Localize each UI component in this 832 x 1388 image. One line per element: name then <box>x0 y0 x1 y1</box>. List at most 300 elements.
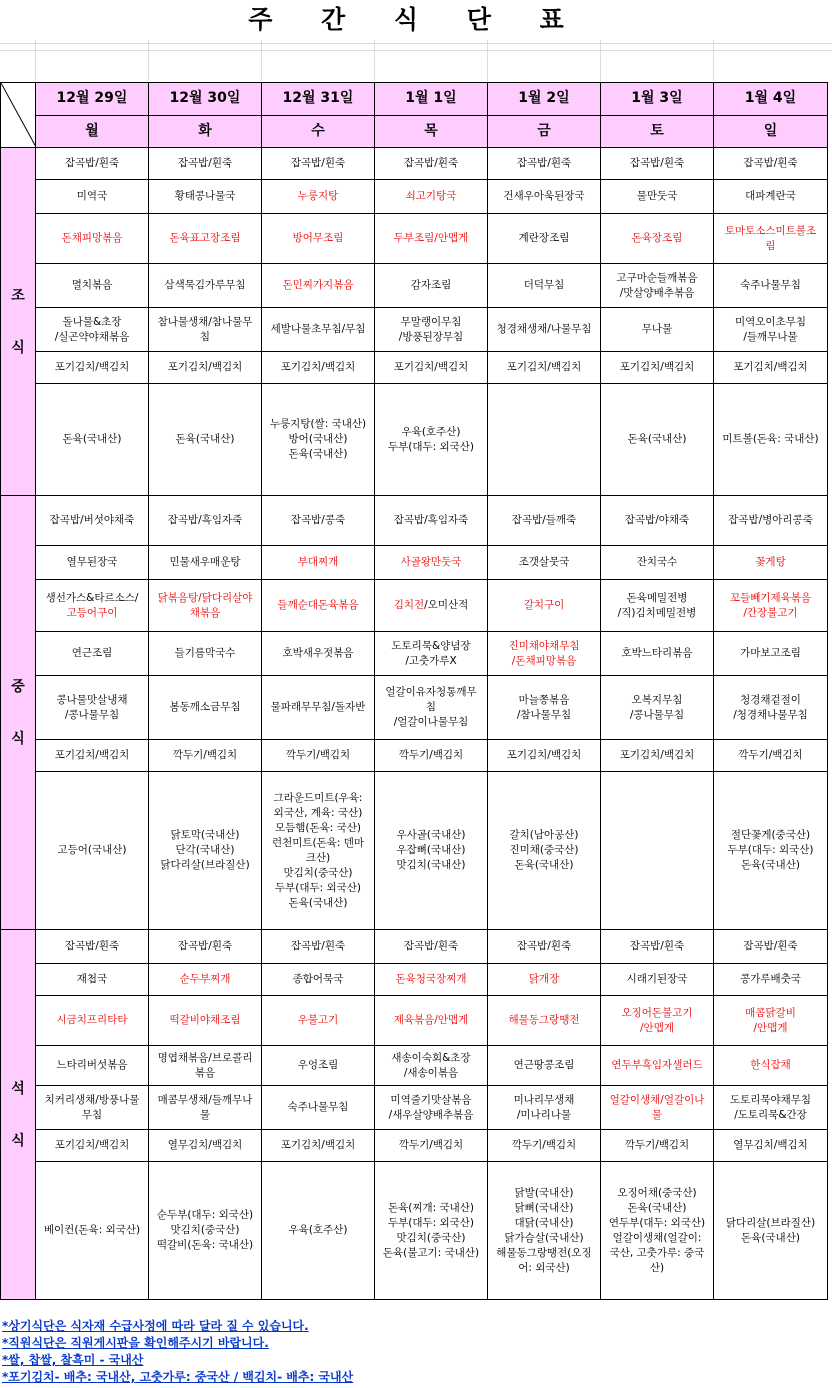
menu-item-text: 오징어돈불고기 /안맵게 <box>621 1006 693 1034</box>
menu-cell <box>488 1046 601 1086</box>
menu-item-text: 우육(호주산) <box>288 1224 348 1236</box>
menu-cell <box>601 180 714 214</box>
menu-cell <box>488 148 601 180</box>
menu-item-text: 방어무조림 <box>292 232 344 244</box>
menu-item-text: 꽃게탕 <box>755 556 786 568</box>
menu-item-text: 들기름막국수 <box>174 647 236 659</box>
menu-item-text: 순두부찌개 <box>179 973 231 985</box>
menu-cell <box>714 632 828 676</box>
meal-label: 석 식 <box>1 930 36 1300</box>
menu-item-text: 고등어(국내산) <box>57 844 127 856</box>
menu-item-text: 포기김치/백김치 <box>54 361 130 373</box>
menu-cell <box>601 1086 714 1130</box>
menu-item-text: 돈육표고장조림 <box>169 232 241 244</box>
menu-cell <box>36 264 149 308</box>
menu-row <box>1 352 828 384</box>
menu-cell <box>375 352 488 384</box>
menu-item-text: 시래기된장국 <box>626 973 688 985</box>
menu-cell <box>601 964 714 996</box>
menu-cell <box>601 1046 714 1086</box>
menu-cell <box>36 308 149 352</box>
date-header: 12월 30일 <box>149 83 262 116</box>
menu-cell <box>714 1162 828 1300</box>
menu-cell <box>262 264 375 308</box>
menu-cell <box>488 1162 601 1300</box>
menu-item-text: 얼갈이생채/얼갈이나 물 <box>609 1093 705 1121</box>
menu-cell <box>375 496 488 546</box>
menu-cell <box>149 214 262 264</box>
meal-label: 중 식 <box>1 496 36 930</box>
menu-cell <box>262 1130 375 1162</box>
menu-cell <box>375 1046 488 1086</box>
menu-cell <box>714 1130 828 1162</box>
menu-cell <box>714 352 828 384</box>
menu-item-text: 두부조림/안맵게 <box>393 232 469 244</box>
menu-cell <box>488 964 601 996</box>
menu-item-text: 민물새우매운탕 <box>169 556 241 568</box>
menu-cell <box>488 352 601 384</box>
menu-cell <box>375 308 488 352</box>
menu-item-text: 세발나물초무침/무침 <box>270 323 366 335</box>
menu-item-text: 잔치국수 <box>636 556 678 568</box>
menu-item-text: 잡곡밥/흰죽 <box>743 940 798 952</box>
menu-item-text: 잡곡밥/흰죽 <box>177 157 233 169</box>
menu-item-text: 연근조림 <box>71 647 113 659</box>
menu-cell <box>601 1162 714 1300</box>
menu-item-text: 절단꽃게(중국산) 두부(대두: 외국산) 돈육(국내산) <box>727 829 814 871</box>
menu-item-text: 멸치볶음 <box>71 279 113 291</box>
menu-item-text: 미나리무생채 /미나리나물 <box>513 1093 575 1121</box>
menu-row <box>1 264 828 308</box>
menu-cell <box>601 308 714 352</box>
menu-item-text: 깍두기/백김치 <box>172 749 238 761</box>
menu-item-text: 미역국 <box>76 190 108 202</box>
menu-item-text: 건새우아욱된장국 <box>503 190 585 202</box>
menu-cell <box>375 930 488 964</box>
menu-cell <box>149 546 262 580</box>
menu-item-text: 사골왕만둣국 <box>400 556 462 568</box>
menu-item-text: 잡곡밥/흰죽 <box>516 940 572 952</box>
menu-item-text: 돈육(국내산) <box>627 433 687 445</box>
menu-cell <box>601 384 714 496</box>
meal-label: 조 식 <box>1 148 36 496</box>
menu-item-text: 베이컨(돈육: 외국산) <box>43 1224 141 1236</box>
menu-item-text: 잡곡밥/흰죽 <box>64 940 120 952</box>
menu-item-text: 돈육(찌개: 국내산) 두부(대두: 외국산) 맛김치(중국산) 돈육(불고기: 국내산) <box>382 1201 480 1259</box>
menu-cell <box>714 740 828 772</box>
menu-item-text: 생선가스&타르소스/ <box>45 591 139 604</box>
menu-cell <box>714 996 828 1046</box>
menu-item-text: 그라운드미트(우육: 외국산, 계육: 국산) 모듬햄(돈육: 국산) 런천미트(돈육: 덴마 크산) 맛김치(중국산) 두부(대두: 외국산) 돈육(국내산) <box>271 791 365 909</box>
menu-item-text: 종합어묵국 <box>292 973 344 985</box>
menu-cell <box>601 632 714 676</box>
menu-cell <box>262 214 375 264</box>
menu-cell <box>262 496 375 546</box>
date-header: 12월 29일 <box>36 83 149 116</box>
menu-cell <box>149 264 262 308</box>
menu-item-text: 물파래무무침/돌자반 <box>270 701 366 713</box>
menu-cell <box>488 1130 601 1162</box>
menu-item-text: 돌나물&초장 /실곤약야채볶음 <box>54 315 130 343</box>
menu-item-text: 숙주나물무침 <box>740 279 801 291</box>
menu-cell <box>149 772 262 930</box>
menu-item-text: 시금치프리타타 <box>56 1014 128 1026</box>
menu-cell <box>714 1046 828 1086</box>
menu-item-text: 대파계란국 <box>745 190 796 202</box>
menu-cell <box>714 384 828 496</box>
menu-cell <box>36 676 149 740</box>
menu-item-text: 도토리묵&양념장 /고춧가루X <box>391 639 471 667</box>
menu-cell <box>601 996 714 1046</box>
menu-item-text: 연두부흑임자샐러드 <box>611 1059 703 1071</box>
menu-cell <box>375 1086 488 1130</box>
menu-cell <box>149 580 262 632</box>
weekday-header: 금 <box>488 115 601 148</box>
menu-cell <box>375 1130 488 1162</box>
menu-cell <box>262 546 375 580</box>
weekly-menu-table <box>0 82 828 1300</box>
menu-item-text: 치커리생채/방풍나물 무침 <box>44 1093 140 1121</box>
weekday-header: 수 <box>262 115 375 148</box>
menu-item-text: 잡곡밥/흑임자죽 <box>393 514 469 526</box>
menu-item-text: 닭개장 <box>528 973 560 985</box>
menu-row <box>1 772 828 930</box>
menu-item-text: 호박느타리볶음 <box>621 647 693 659</box>
menu-item-text: 열무김치/백김치 <box>733 1139 808 1151</box>
menu-cell <box>262 1162 375 1300</box>
menu-cell <box>36 580 149 632</box>
menu-row <box>1 214 828 264</box>
menu-cell <box>601 214 714 264</box>
menu-cell <box>149 632 262 676</box>
menu-cell <box>601 264 714 308</box>
menu-item-text: 조갯살뭇국 <box>518 556 570 568</box>
menu-cell <box>149 1162 262 1300</box>
menu-cell <box>714 964 828 996</box>
menu-item-text: 청경채겉절이 /청경채나물무침 <box>733 693 808 721</box>
menu-item-text: 포기김치/백김치 <box>54 1139 130 1151</box>
menu-item-text: 닭발(국내산) 닭뼈(국내산) 대닭(국내산) 닭가슴살(국내산) 해물동그랑땡전(오징 어: 외국산) <box>496 1186 592 1274</box>
menu-item-text: 호박새우젓볶음 <box>282 647 354 659</box>
menu-item-text: 느타리버섯볶음 <box>56 1059 128 1071</box>
menu-item-text: 잡곡밥/흰죽 <box>177 940 233 952</box>
menu-cell <box>375 676 488 740</box>
menu-item-text: 삼색묵김가루무침 <box>164 279 246 291</box>
menu-item-text: 오복지무침 /콩나물무침 <box>629 693 685 721</box>
menu-cell <box>36 740 149 772</box>
menu-cell <box>488 772 601 930</box>
menu-cell <box>375 264 488 308</box>
menu-cell <box>488 996 601 1046</box>
menu-item-text: 잡곡밥/흰죽 <box>629 940 685 952</box>
menu-item-text: 황태콩나물국 <box>174 190 236 202</box>
weekday-header: 월 <box>36 115 149 148</box>
menu-cell <box>601 676 714 740</box>
menu-cell <box>488 1086 601 1130</box>
menu-item-text: 포기김치/백김치 <box>506 749 582 761</box>
menu-item-text: 닭볶음탕/닭다리살야 채볶음 <box>157 591 253 619</box>
menu-item-text: 더덕무침 <box>523 279 565 291</box>
note-line: *포기김치- 배추: 국내산, 고춧가루: 중국산 / 백김치- 배추: 국내산 <box>2 1370 354 1384</box>
menu-item-text: 김치전 <box>393 599 425 611</box>
menu-cell <box>36 996 149 1046</box>
notes-section <box>2 1318 822 1386</box>
menu-item-text: 잡곡밥/흰죽 <box>403 157 459 169</box>
menu-cell <box>149 1086 262 1130</box>
menu-item-text: 토마토소스미트볼조 림 <box>724 224 817 252</box>
menu-cell <box>262 148 375 180</box>
menu-item-text: 포기김치/백김치 <box>393 361 469 373</box>
menu-item-text: 열무김치/백김치 <box>167 1139 243 1151</box>
menu-item-text: 진미채야채무침 /돈채피망볶음 <box>508 639 580 667</box>
menu-row <box>1 1046 828 1086</box>
menu-cell <box>488 496 601 546</box>
menu-item-text: 포기김치/백김치 <box>506 361 582 373</box>
note-line: *쌀, 찹쌀, 찰흑미 - 국내산 <box>2 1353 144 1367</box>
menu-cell <box>488 180 601 214</box>
menu-cell <box>375 580 488 632</box>
menu-cell <box>601 352 714 384</box>
menu-cell <box>149 148 262 180</box>
menu-row <box>1 632 828 676</box>
menu-item-text: 포기김치/백김치 <box>280 1139 356 1151</box>
menu-cell <box>262 1086 375 1130</box>
menu-cell <box>149 180 262 214</box>
menu-cell <box>601 740 714 772</box>
menu-item-text: 미역줄기맛살볶음 /새우살양배추볶음 <box>388 1093 474 1121</box>
date-header-row <box>1 83 828 116</box>
menu-cell <box>488 546 601 580</box>
menu-cell <box>262 580 375 632</box>
menu-item-text: 고등어구이 <box>66 606 118 619</box>
menu-item-text: 잡곡밥/버섯야채죽 <box>49 514 135 526</box>
menu-cell <box>149 964 262 996</box>
menu-item-text: 봄동깨소금무침 <box>169 701 241 713</box>
weekday-header-row <box>1 115 828 148</box>
menu-item-text: 깍두기/백김치 <box>738 749 803 761</box>
menu-cell <box>262 1046 375 1086</box>
menu-cell <box>262 676 375 740</box>
menu-item-text: 돈육청국장찌개 <box>395 973 467 985</box>
menu-row <box>1 740 828 772</box>
menu-item-text: 가마보고조림 <box>740 647 801 659</box>
weekday-header: 목 <box>375 115 488 148</box>
menu-item-text: 오징어채(중국산) 돈육(국내산) 연두부(대두: 외국산) 얼갈이생채(얼갈이: 국산, 고춧가루: 중국 산) <box>608 1186 706 1274</box>
menu-row <box>1 384 828 496</box>
menu-item-text: 돈육(국내산) <box>175 433 235 445</box>
date-header: 1월 2일 <box>488 83 601 116</box>
menu-cell <box>375 384 488 496</box>
date-header: 1월 4일 <box>714 83 828 116</box>
menu-item-text: 잡곡밥/콩죽 <box>290 514 346 526</box>
menu-row <box>1 180 828 214</box>
menu-cell <box>714 264 828 308</box>
menu-item-text: 우불고기 <box>297 1014 339 1026</box>
menu-item-text: 열무된장국 <box>66 556 118 568</box>
menu-item-text: 마늘쫑볶음 /참나물무침 <box>516 693 572 721</box>
menu-cell <box>36 1046 149 1086</box>
menu-row <box>1 1086 828 1130</box>
date-header: 1월 3일 <box>601 83 714 116</box>
menu-item-text: 포기김치/백김치 <box>619 749 695 761</box>
menu-cell <box>601 148 714 180</box>
menu-item-text: 부대찌개 <box>297 556 339 568</box>
menu-item-text: 매콤닭갈비 /안맵게 <box>745 1006 796 1034</box>
menu-item-text: 우사골(국내산) 우잡뼈(국내산) 맛김치(국내산) <box>396 829 466 871</box>
menu-cell <box>36 496 149 546</box>
menu-cell <box>36 1162 149 1300</box>
menu-cell <box>149 1046 262 1086</box>
menu-item-text: 청경채생채/나물무침 <box>496 323 592 335</box>
menu-row <box>1 1162 828 1300</box>
weekday-header: 토 <box>601 115 714 148</box>
menu-row <box>1 308 828 352</box>
note-line: *직원식단은 직원게시판을 확인해주시기 바랍니다. <box>2 1336 269 1350</box>
menu-item-text: 잡곡밥/흰죽 <box>290 157 346 169</box>
menu-cell <box>262 180 375 214</box>
menu-item-text: 해물동그랑땡전 <box>508 1014 580 1026</box>
menu-item-text: 얼갈이유자청통깨무 침 /얼갈이나물무침 <box>385 686 477 728</box>
menu-cell <box>714 308 828 352</box>
menu-item-text: 포기김치/백김치 <box>54 749 130 761</box>
menu-item-text: 매콤무생채/들깨무나 물 <box>157 1093 253 1121</box>
menu-item-text: 깍두기/백김치 <box>398 749 464 761</box>
menu-cell <box>36 1086 149 1130</box>
menu-cell <box>262 930 375 964</box>
menu-cell <box>262 740 375 772</box>
menu-item-text: 우육(호주산) 두부(대두: 외국산) <box>387 425 475 453</box>
menu-cell <box>488 740 601 772</box>
menu-item-text: 잡곡밥/야채죽 <box>624 514 690 526</box>
menu-cell <box>149 496 262 546</box>
date-header: 12월 31일 <box>262 83 375 116</box>
menu-cell <box>149 996 262 1046</box>
menu-cell <box>36 148 149 180</box>
menu-item-text: 깍두기/백김치 <box>398 1139 464 1151</box>
menu-item-text: 쇠고기탕국 <box>405 190 457 202</box>
menu-cell <box>149 384 262 496</box>
menu-cell <box>601 546 714 580</box>
menu-item-text: 잡곡밥/흰죽 <box>64 157 120 169</box>
menu-cell <box>488 676 601 740</box>
menu-item-text: 미역오이초무침 /들깨무나물 <box>734 315 806 343</box>
menu-item-text: 돈민찌가지볶음 <box>282 279 354 291</box>
menu-cell <box>375 546 488 580</box>
corner-diagonal <box>1 83 36 147</box>
menu-cell <box>36 546 149 580</box>
menu-item-text: 숙주나물무침 <box>287 1101 349 1113</box>
menu-row <box>1 676 828 740</box>
menu-item-text: 우엉조림 <box>297 1059 339 1071</box>
menu-item-text: 돈육(국내산) <box>62 433 122 445</box>
menu-item-text: 돈채피망볶음 <box>61 232 123 244</box>
menu-item-text: 깍두기/백김치 <box>285 749 351 761</box>
menu-cell <box>714 580 828 632</box>
menu-item-text: 잡곡밥/들깨죽 <box>511 514 577 526</box>
menu-cell <box>488 632 601 676</box>
menu-cell <box>375 996 488 1046</box>
weekday-header: 일 <box>714 115 828 148</box>
menu-item-text: 닭다리살(브라질산) 돈육(국내산) <box>725 1216 816 1244</box>
menu-item-text: 잡곡밥/흰죽 <box>743 157 798 169</box>
menu-item-text: 재첩국 <box>76 973 108 985</box>
menu-cell <box>262 308 375 352</box>
note-line: *상기식단은 식자재 수급사정에 따라 달라 질 수 있습니다. <box>2 1319 309 1333</box>
menu-item-text: 깍두기/백김치 <box>624 1139 690 1151</box>
menu-item-text: 한식잡채 <box>750 1059 791 1071</box>
menu-item-text: 포기김치/백김치 <box>167 361 243 373</box>
page-title: 주 간 식 단 표 <box>248 5 584 34</box>
menu-cell <box>601 772 714 930</box>
menu-cell <box>714 180 828 214</box>
menu-cell <box>36 964 149 996</box>
corner-cell <box>1 83 36 148</box>
menu-item-text: 미트볼(돈육: 국내산) <box>722 433 819 445</box>
menu-cell <box>149 676 262 740</box>
menu-item-text: 깍두기/백김치 <box>511 1139 577 1151</box>
menu-cell <box>36 632 149 676</box>
menu-cell <box>149 352 262 384</box>
menu-row <box>1 148 828 180</box>
menu-row <box>1 996 828 1046</box>
menu-cell <box>488 264 601 308</box>
menu-cell <box>262 772 375 930</box>
menu-item-text: 콩나물맛살냉채 /콩나물무침 <box>56 693 128 721</box>
menu-cell <box>36 214 149 264</box>
menu-item-text: 닭토막(국내산) 단각(국내산) 닭다리살(브라질산) <box>160 829 250 871</box>
menu-item-text: 포기김치/백김치 <box>280 361 356 373</box>
menu-item-text: 명엽채볶음/브로콜리 볶음 <box>157 1051 253 1079</box>
menu-cell <box>149 308 262 352</box>
menu-cell <box>36 930 149 964</box>
menu-cell <box>262 964 375 996</box>
menu-item-text: 고구마순들깨볶음 /맛살양배추볶음 <box>616 271 698 299</box>
menu-item-text: 돈육메밀전병 /직)김치메밀전병 <box>617 591 697 619</box>
menu-cell <box>262 352 375 384</box>
menu-row <box>1 1130 828 1162</box>
menu-cell <box>375 180 488 214</box>
menu-item-text: 제육볶음/안맵게 <box>393 1014 469 1026</box>
menu-item-text: 잡곡밥/흰죽 <box>516 157 572 169</box>
menu-cell <box>375 1162 488 1300</box>
menu-item-text: 참나물생채/참나물무 침 <box>157 315 253 343</box>
menu-cell <box>36 772 149 930</box>
menu-cell <box>714 546 828 580</box>
menu-cell <box>262 996 375 1046</box>
menu-item-text: 잡곡밥/병아리콩죽 <box>728 514 813 526</box>
menu-item-text: 연근땅콩조림 <box>513 1059 575 1071</box>
menu-cell <box>714 148 828 180</box>
menu-cell <box>601 930 714 964</box>
menu-cell <box>375 772 488 930</box>
menu-item-text: /오미산적 <box>424 599 469 611</box>
menu-cell <box>36 384 149 496</box>
menu-cell <box>375 964 488 996</box>
menu-row <box>1 546 828 580</box>
weekday-header: 화 <box>149 115 262 148</box>
menu-cell <box>714 930 828 964</box>
menu-cell <box>262 632 375 676</box>
menu-item-text: 누룽지탕 <box>297 190 339 202</box>
menu-item-text: 잡곡밥/흰죽 <box>403 940 459 952</box>
menu-item-text: 감자조림 <box>410 279 452 291</box>
menu-row <box>1 496 828 546</box>
menu-item-text: 포기김치/백김치 <box>733 361 808 373</box>
menu-cell <box>601 580 714 632</box>
menu-cell <box>488 580 601 632</box>
menu-cell <box>714 772 828 930</box>
menu-cell <box>375 632 488 676</box>
